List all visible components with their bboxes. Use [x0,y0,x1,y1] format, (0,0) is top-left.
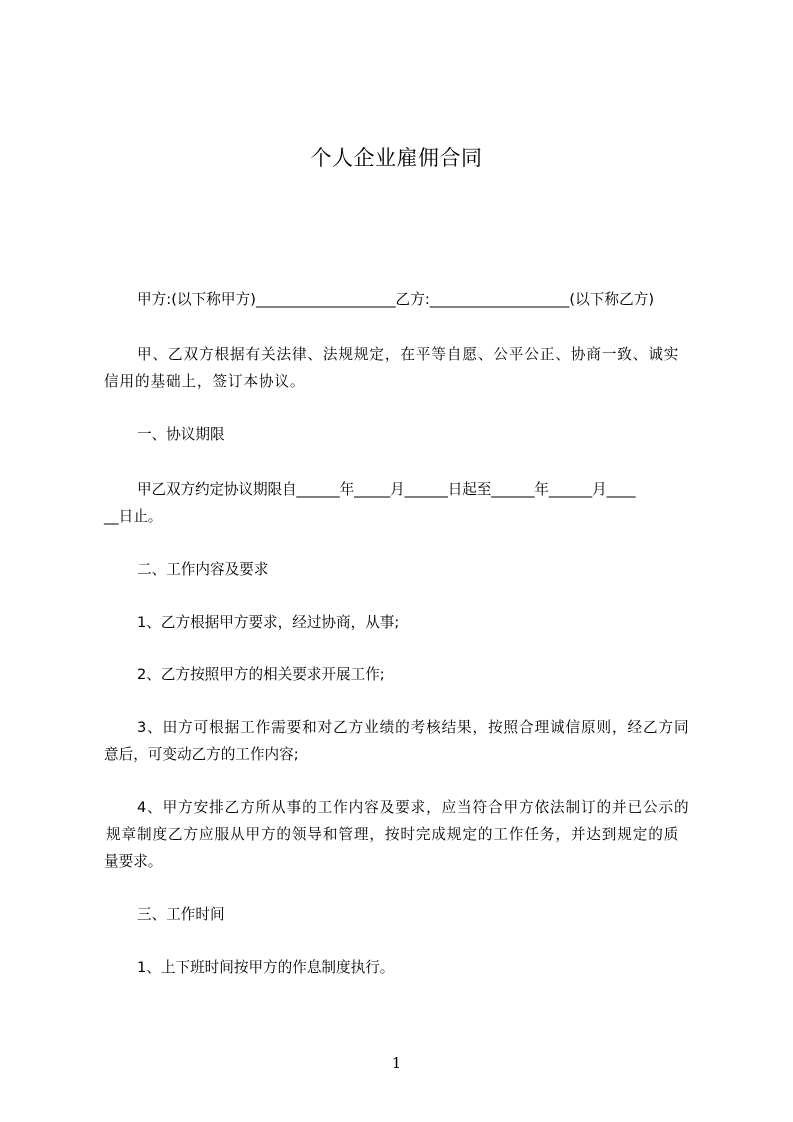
section-heading-term: 一、协议期限 [137,426,225,443]
preamble-line-1: 甲、乙双方根据有关法律、法规规定，在平等自愿、公平公正、协商一致、诚实 [137,346,680,363]
work-item-3-line-1: 3、田方可根据工作需要和对乙方业绩的考核结果，按照合理诚信原则，经乙方同 [137,719,690,736]
term-line-2: __日止。 [104,508,163,525]
work-item-2: 2、乙方按照甲方的相关要求开展工作; [137,666,385,683]
work-time-item-1: 1、上下班时间按甲方的作息制度执行。 [137,959,395,976]
work-item-3-line-2: 意后，可变动乙方的工作内容; [104,746,299,763]
preamble-line-2: 信用的基础上，签订本协议。 [104,373,306,390]
work-item-4-line-1: 4、甲方安排乙方所从事的工作内容及要求，应当符合甲方依法制订的并已公示的 [137,799,690,816]
section-heading-work-content: 二、工作内容及要求 [137,561,269,578]
work-item-4-line-3: 量要求。 [104,853,163,870]
section-heading-work-time: 三、工作时间 [137,906,225,923]
work-item-1: 1、乙方根据甲方要求，经过协商，从事; [137,614,400,631]
page-number: 1 [391,1054,402,1072]
work-item-4-line-2: 规章制度乙方应服从甲方的领导和管理，按时完成规定的工作任务，并达到规定的质 [106,826,680,843]
document-title: 个人企业雇佣合同 [310,146,483,170]
term-line-1: 甲乙双方约定协议期限自______年_____月______日起至______年______月____ [137,481,636,498]
parties-line: 甲方:(以下称甲方)___________________乙方:___________________(以下称乙方) [137,291,655,308]
